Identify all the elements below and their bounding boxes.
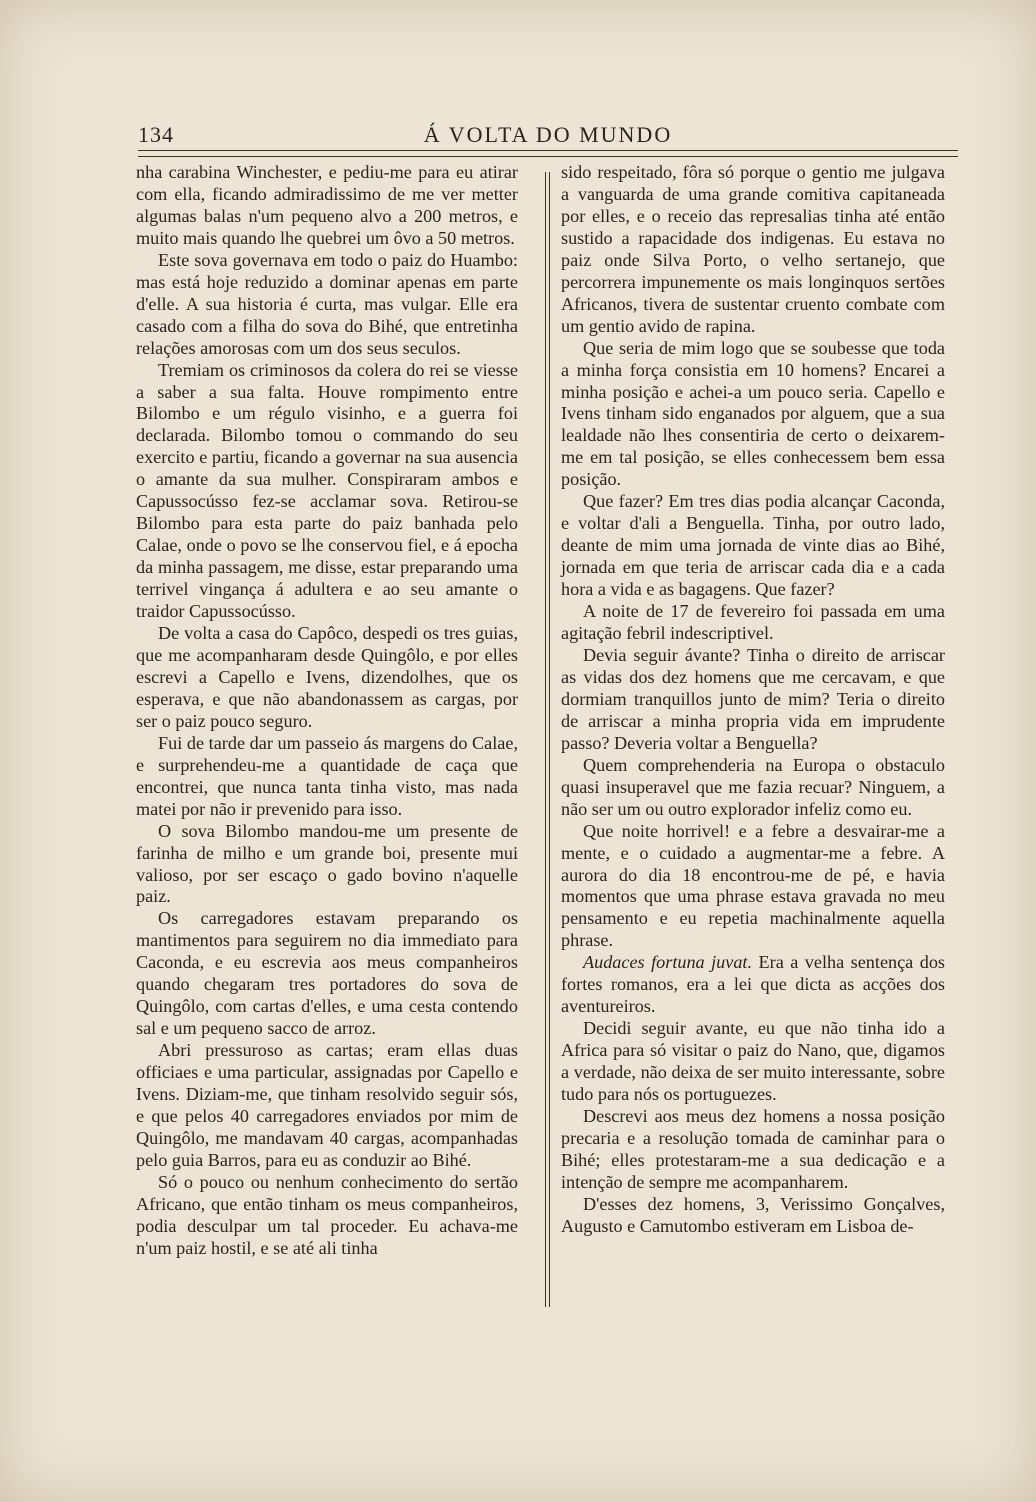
paragraph: Fui de tarde dar um passeio ás margens do Calae, e surprehendeu-me a quantidade de caça que encontrei, que nunca tanta tinha visto, mas nada matei por não ir prevenido para isso. — [136, 732, 518, 819]
paragraph: Só o pouco ou nenhum conhecimento do sertão Africano, que então tinham os meus companheiros, podia desculpar um tal proceder. Eu achava-me n'um paiz hostil, e se até ali tinha — [136, 1171, 518, 1258]
paragraph: Devia seguir ávante? Tinha o direito de arriscar as vidas dos dez homens que me cercavam, e que dormiam tranquillos junto de mim? Teria o direito de arriscar a minha propria vida em imprudente passo? Deveria voltar a Benguella? — [561, 644, 945, 753]
paragraph: Que seria de mim logo que se soubesse que toda a minha força consistia em 10 homens? Encarei a minha posição e achei-a um pouco seria. Capello e Ivens tinham sido enganados por alguem, que a sua lealdade não lhes consentiria de certo o deixarem-me em tal posição, se elles conhecessem bem essa posição. — [561, 337, 945, 490]
running-head — [138, 118, 958, 152]
paragraph: O sova Bilombo mandou-me um presente de farinha de milho e um grande boi, presente mui valioso, por ser escaço o gado bovino n'aquelle paiz. — [136, 820, 518, 907]
paragraph: Abri pressuroso as cartas; eram ellas duas officiaes e uma particular, assignadas por Capello e Ivens. Diziam-me, que tinham resolvido seguir sós, e que pelos 40 carregadores enviados por mim de Quingôlo, me mandavam 40 cargas, acompanhadas pelo guia Barros, para eu as conduzir ao Bihé. — [136, 1040, 518, 1170]
paragraph: Descrevi aos meus dez homens a nossa posição precaria e a resolução tomada de caminhar para o Bihé; elles protestaram-me a sua dedicação e a intenção de sempre me acompanharem. — [561, 1105, 945, 1192]
paragraph: Que noite horrivel! e a febre a desvairar-me a mente, e o cuidado a augmentar-me a febre. A aurora do dia 18 encontrou-me de pé, e havia momentos que uma phrase estava gravada no meu pensamento e eu repetia machinalmente aquella phrase. — [561, 820, 945, 951]
latin-paragraph-text: Era a velha sentença dos fortes romanos, era a lei que dicta as acções dos aventureiros. — [561, 952, 945, 1017]
paragraph: sido respeitado, fôra só porque o gentio me julgava a vanguarda de uma grande comitiva capitaneada por elles, e o receio das represalias tinha até então sustido a rapacidade dos indigenas. Eu estava no paiz onde Silva Porto, o velho sertanejo, que percorrera impunemente os mais longinquos sertões Africanos, tivera de sustentar cruento combate com um gentio avido de rapina. — [561, 162, 945, 336]
paragraph: Os carregadores estavam preparando os mantimentos para seguirem no dia immediato para Caconda, e eu escrevia aos meus companheiros quando chegaram tres portadores do sova de Quingôlo, com cartas d'elles, e uma cesta contendo sal e um pequeno sacco de arroz. — [136, 908, 518, 1039]
column-divider — [545, 172, 550, 1307]
paragraph: nha carabina Winchester, e pediu-me para eu atirar com ella, ficando admiradissimo de me ver metter algumas balas n'um pequeno alvo a 200 metros, e muito mais quando lhe quebrei um ôvo a 50 metros. — [136, 162, 518, 248]
paragraph: A noite de 17 de fevereiro foi passada em uma agitação febril indescriptivel. — [561, 601, 945, 644]
paragraph: Tremiam os criminosos da colera do rei se viesse a saber a sua falta. Houve rompimento entre Bilombo e um régulo visinho, e a guerra foi declarada. Bilombo tomou o commando do seu exercito e partiu, ficando a governar na sua ausencia o amante da sua mulher. Conspiraram ambos e Capussocússo fez-se acclamar sova. Retirou-se Bilombo para esta parte do paiz banhada pelo Calae, onde o povo se lhe conservou fiel, e á epocha da minha passagem, me disse, estar preparando uma terrivel vingança á adultera e ao seu amante o traidor Capussocússo. — [136, 359, 518, 622]
left-column — [136, 162, 518, 1260]
paragraph: Este sova governava em todo o paiz do Huambo: mas está hoje reduzido a dominar apenas em parte d'elle. A sua historia é curta, mas vulgar. Elle era casado com a filha do sova do Bihé, que entretinha relações amorosas com um dos seus seculos. — [136, 249, 518, 358]
header-double-rule — [138, 150, 958, 157]
paragraph: D'esses dez homens, 3, Verissimo Gonçalves, Augusto e Camutombo estiveram em Lisboa de- — [561, 1193, 945, 1236]
page-number: 134 — [138, 122, 174, 147]
latin-paragraph — [561, 952, 945, 1018]
journal-title: Á VOLTA DO MUNDO — [423, 122, 673, 147]
paragraph: Quem comprehenderia na Europa o obstaculo quasi insuperavel que me fazia recuar? Ninguem, a não ser um ou outro explorador infeliz como eu. — [561, 754, 945, 819]
paragraph: Decidi seguir avante, eu que não tinha ido a Africa para só visitar o paiz do Nano, que, digamos a verdade, não deixa de ser muito interessante, sobre tudo para nós os portuguezes. — [561, 1018, 945, 1105]
paragraph: De volta a casa do Capôco, despedi os tres guias, que me acompanharam desde Quingôlo, e por elles escrevi a Capello e Ivens, dizendolhes, que os esperava, e que não abandonassem as cargas, por ser o paiz pouco seguro. — [136, 623, 518, 731]
right-column — [561, 162, 945, 1238]
latin-phrase: Audaces fortuna juvat. — [583, 952, 753, 973]
paragraph: Que fazer? Em tres dias podia alcançar Caconda, e voltar d'ali a Benguella. Tinha, por outro lado, deante de mim uma jornada de vinte dias ao Bihé, jornada em que teria de arriscar cada dia e a cada hora a vida e as bagagens. Que fazer? — [561, 491, 945, 600]
